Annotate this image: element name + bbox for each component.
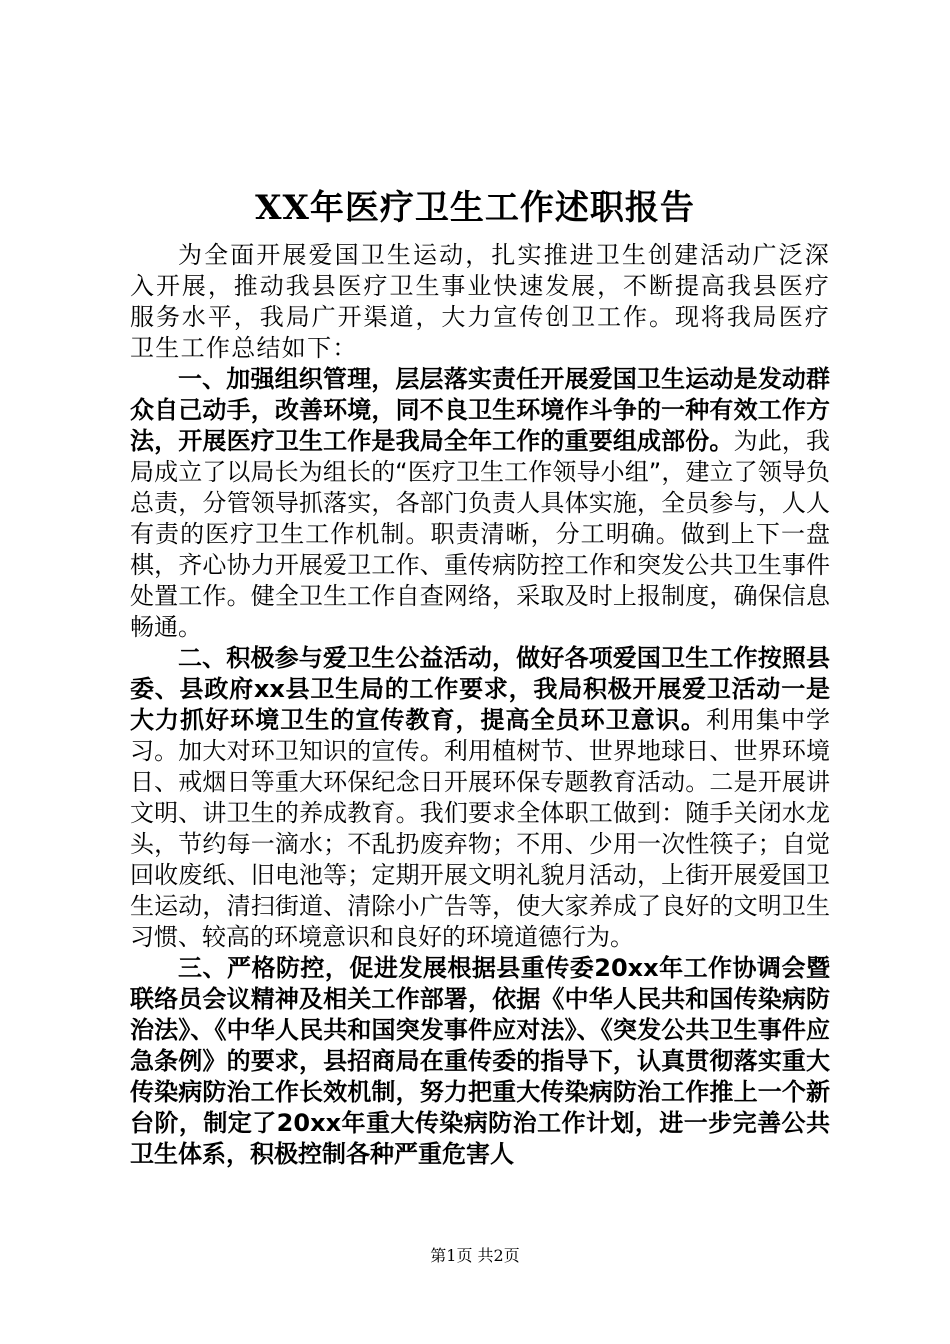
document-body xyxy=(130,240,830,1170)
section-1-lead: 一、加强组织管理，层层落实责任开展爱国卫生运动是发动群众自己动手，改善环境，同不良卫生环境作斗争的一种有效工作方法，开展医疗卫生工作是我局全年工作的重要组成部份。 xyxy=(130,365,830,455)
intro-paragraph: 为全面开展爱国卫生运动，扎实推进卫生创建活动广泛深入开展，推动我县医疗卫生事业快速发展，不断提高我县医疗服务水平，我局广开渠道，大力宣传创卫工作。现将我局医疗卫生工作总结如下： xyxy=(130,241,830,362)
document-title: XX年医疗卫生工作述职报告 xyxy=(255,188,695,228)
section-paragraph-1 xyxy=(130,364,830,643)
section-paragraph-3 xyxy=(130,953,830,1170)
section-2-lead: 二、积极参与爱卫生公益活动，做好各项爱国卫生工作按照县委、县政府xx县卫生局的工作要求，我局积极开展爱卫活动一是大力抓好环境卫生的宣传教育，提高全员环卫意识。 xyxy=(130,644,830,734)
section-2-body: 利用集中学习。加大对环卫知识的宣传。利用植树节、世界地球日、世界环境日、戒烟日等重大环保纪念日开展环保专题教育活动。二是开展讲文明、讲卫生的养成教育。我们要求全体职工做到：随手关闭水龙头，节约每一滴水；不乱扔废弃物；不用、少用一次性筷子；自觉回收废纸、旧电池等；定期开展文明礼貌月活动，上街开展爱国卫生运动，清扫街道、清除小广告等，使大家养成了良好的文明卫生习惯、较高的环境意识和良好的环境道德行为。 xyxy=(130,706,831,951)
page-footer: 第1页 共2页 xyxy=(430,1246,520,1265)
section-paragraph-2 xyxy=(130,643,830,953)
section-3-lead: 三、严格防控，促进发展根据县重传委20xx年工作协调会暨联络员会议精神及相关工作部署，依据《中华人民共和国传染病防治法》、《中华人民共和国突发事件应对法》、《突发公共卫生事件应急条例》的要求，县招商局在重传委的指导下，认真贯彻落实重大传染病防治工作长效机制，努力把重大传染病防治工作推上一个新台阶，制定了20xx年重大传染病防治工作计划，进一步完善公共卫生体系，积极控制各种严重危害人 xyxy=(130,954,830,1168)
section-1-body: 为此，我局成立了以局长为组长的“医疗卫生工作领导小组”，建立了领导负总责，分管领导抓落实，各部门负责人具体实施，全员参与，人人有责的医疗卫生工作机制。职责清晰，分工明确。做到上下一盘棋，齐心协力开展爱卫工作、重传病防控工作和突发公共卫生事件处置工作。健全卫生工作自查网络，采取及时上报制度，确保信息畅通。 xyxy=(130,427,831,641)
